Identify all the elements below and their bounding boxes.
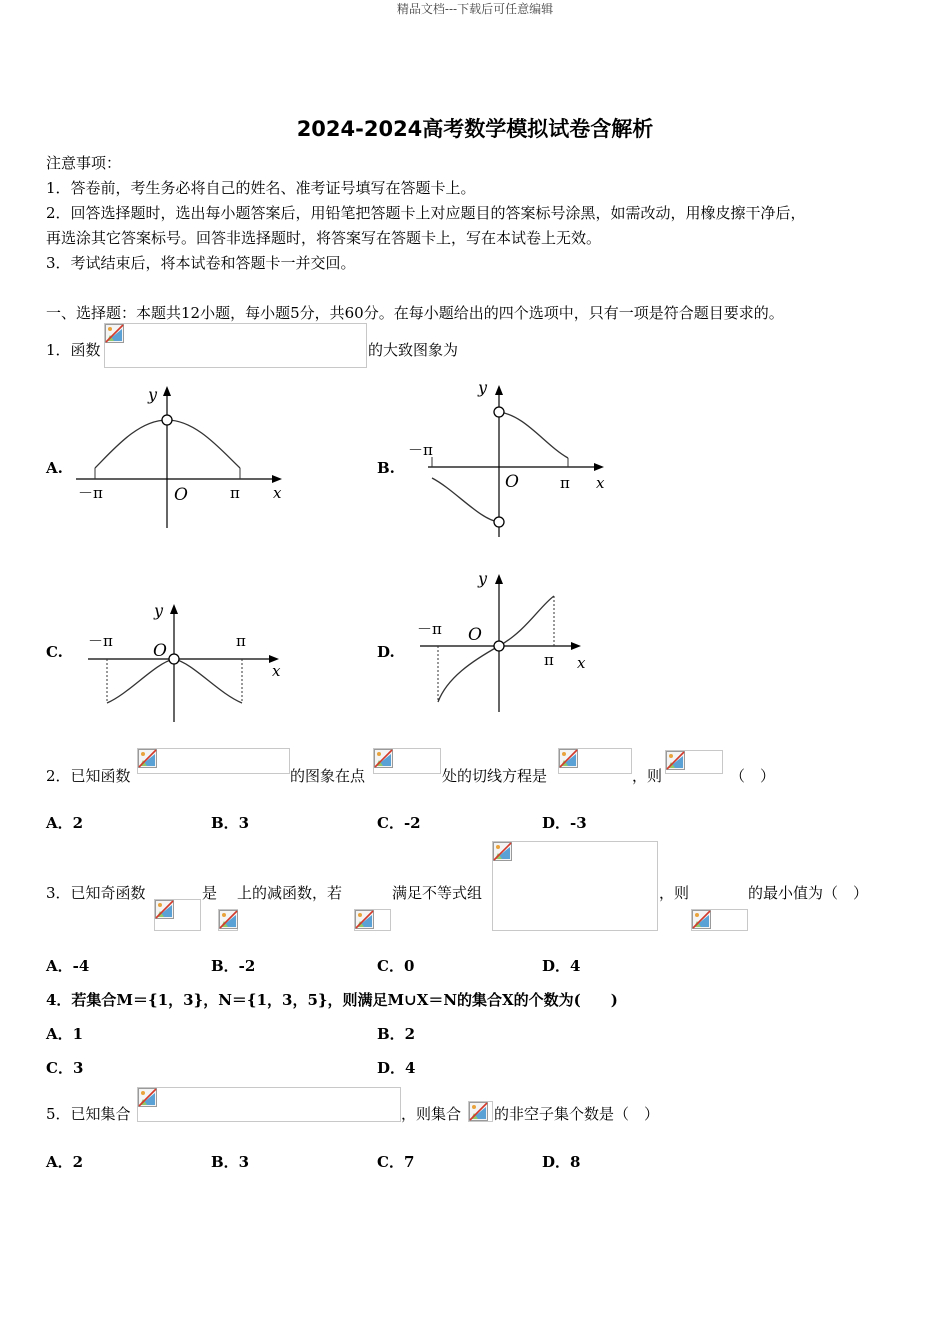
q2-option-c: C．-2 xyxy=(377,814,421,832)
q2-text-3: 处的切线方程是 xyxy=(442,767,548,785)
broken-image-icon xyxy=(469,1102,488,1121)
broken-image-icon xyxy=(138,1088,157,1107)
broken-image-icon xyxy=(355,910,374,929)
graph-a-x-arrow xyxy=(272,475,282,483)
q5-text-1: 5．已知集合 xyxy=(46,1105,131,1123)
graph-a-open-point xyxy=(162,415,172,425)
graph-a xyxy=(68,380,288,532)
q3-formula-image-2 xyxy=(218,909,238,931)
graph-b-curve-left xyxy=(432,478,499,522)
q2-formula-image-2 xyxy=(373,748,441,774)
q3-text-1: 3．已知奇函数 xyxy=(46,884,146,902)
q3-option-b: B．-2 xyxy=(211,957,256,975)
broken-image-icon xyxy=(374,749,393,768)
graph-b-y-arrow xyxy=(495,385,503,395)
q2-text-5: （ ） xyxy=(730,767,776,785)
notes-heading: 注意事项： xyxy=(46,154,122,172)
graph-a-x-label: x xyxy=(273,484,282,502)
q1-prefix: 1．函数 xyxy=(46,341,101,359)
q3-text-5: ，则 xyxy=(659,884,690,902)
q5-option-c: C．7 xyxy=(377,1153,415,1171)
graph-d-x-label: x xyxy=(577,654,586,672)
page-title: 2024-2024高考数学模拟试卷含解析 xyxy=(296,117,654,141)
broken-image-icon xyxy=(559,749,578,768)
graph-d-open-point xyxy=(494,641,504,651)
q5-option-b: B．3 xyxy=(211,1153,250,1171)
q3-formula-image-4 xyxy=(492,841,658,931)
graph-b-curve-right xyxy=(499,412,568,458)
graph-b-origin-label: O xyxy=(505,472,519,492)
broken-image-icon xyxy=(493,842,512,861)
q1-option-a-label: A. xyxy=(46,459,63,477)
broken-image-icon xyxy=(105,324,124,343)
graph-b-x-arrow xyxy=(594,463,604,471)
q2-text-4: ，则 xyxy=(632,767,663,785)
q4-option-a: A．1 xyxy=(46,1025,84,1043)
q4-option-b: B．2 xyxy=(377,1025,416,1043)
q3-text-3: 上的减函数，若 xyxy=(237,884,343,902)
graph-c-open-point xyxy=(169,654,179,664)
q1-option-d-label: D. xyxy=(377,643,395,661)
graph-d-y-label: y xyxy=(478,569,488,588)
note-1: 1．答卷前，考生务必将自己的姓名、准考证号填写在答题卡上。 xyxy=(46,179,476,197)
q3-option-c: C．0 xyxy=(377,957,415,975)
q5-option-a: A．2 xyxy=(46,1153,84,1171)
graph-c-pi-label: π xyxy=(236,632,246,650)
page-header: 精品文档---下载后可任意编辑 xyxy=(396,2,554,16)
q3-text-4: 满足不等式组 xyxy=(392,884,483,902)
broken-image-icon xyxy=(692,910,711,929)
q3-option-d: D．4 xyxy=(542,957,581,975)
note-2b: 再选涂其它答案标号。回答非选择题时，将答案写在答题卡上，写在本试卷上无效。 xyxy=(46,229,602,247)
q1-formula-image xyxy=(104,323,367,368)
graph-d-origin-label: O xyxy=(468,625,482,645)
q5-formula-image-2 xyxy=(468,1101,493,1122)
graph-a-y-arrow xyxy=(163,386,171,396)
graph-c-origin-label: O xyxy=(153,641,167,661)
broken-image-icon xyxy=(138,749,157,768)
graph-b xyxy=(400,375,615,545)
note-3: 3．考试结束后，将本试卷和答题卡一并交回。 xyxy=(46,254,356,272)
q1-option-c-label: C. xyxy=(46,643,63,661)
q1-option-b-label: B. xyxy=(377,459,395,477)
graph-b-x-label: x xyxy=(596,474,605,492)
q2-formula-image-3 xyxy=(558,748,632,774)
q3-option-a: A．-4 xyxy=(46,957,90,975)
q5-text-3: 的非空子集个数是（ ） xyxy=(494,1105,660,1123)
q4-option-c: C．3 xyxy=(46,1059,84,1077)
graph-c-y-label: y xyxy=(154,601,164,620)
q4-text: 4．若集合M＝{1，3}，N＝{1，3，5}，则满足M∪X＝N的集合X的个数为( ) xyxy=(46,991,618,1009)
graph-b-open-point-bottom xyxy=(494,517,504,527)
graph-c-x-label: x xyxy=(272,662,281,680)
graph-d xyxy=(412,566,597,716)
note-2a: 2．回答选择题时，选出每小题答案后，用铅笔把答题卡上对应题目的答案标号涂黑，如需改动，用橡皮擦干净后， xyxy=(46,204,806,222)
q1-suffix: 的大致图象为 xyxy=(368,341,459,359)
graph-b-y-label: y xyxy=(478,378,488,397)
q3-text-6: 的最小值为（ ） xyxy=(748,884,869,902)
section-heading: 一、选择题：本题共12小题，每小题5分，共60分。在每小题给出的四个选项中，只有一项是符合题目要求的。 xyxy=(46,304,784,322)
q5-option-d: D．8 xyxy=(542,1153,581,1171)
graph-c xyxy=(80,598,295,726)
graph-d-neg-pi-label: －π xyxy=(417,620,442,638)
broken-image-icon xyxy=(219,910,238,929)
q2-option-d: D．-3 xyxy=(542,814,587,832)
graph-b-pi-label: π xyxy=(560,474,570,492)
q2-formula-image-1 xyxy=(137,748,290,774)
graph-b-neg-pi-label: －π xyxy=(408,441,433,459)
q3-formula-image-5 xyxy=(691,909,748,931)
graph-d-pi-label: π xyxy=(544,651,554,669)
q2-formula-image-4 xyxy=(665,750,723,774)
graph-d-x-arrow xyxy=(571,642,581,650)
q5-text-2: ，则集合 xyxy=(401,1105,462,1123)
graph-a-neg-pi-label: －π xyxy=(78,484,103,502)
q2-text-2: 的图象在点 xyxy=(290,767,366,785)
q5-formula-image-1 xyxy=(137,1087,401,1122)
q3-formula-image-3 xyxy=(354,909,391,931)
graph-a-y-label: y xyxy=(148,385,158,404)
broken-image-icon xyxy=(666,751,685,770)
q4-option-d: D．4 xyxy=(377,1059,416,1077)
graph-a-pi-label: π xyxy=(230,484,240,502)
graph-a-origin-label: O xyxy=(174,485,188,505)
broken-image-icon xyxy=(155,900,174,919)
graph-b-open-point-top xyxy=(494,407,504,417)
graph-c-neg-pi-label: －π xyxy=(88,632,113,650)
q3-text-2: 是 xyxy=(202,884,218,902)
q2-option-b: B．3 xyxy=(211,814,250,832)
q2-option-a: A．2 xyxy=(46,814,84,832)
q3-formula-image-1 xyxy=(154,899,201,931)
graph-d-y-arrow xyxy=(495,574,503,584)
graph-c-y-arrow xyxy=(170,604,178,614)
q2-text-1: 2．已知函数 xyxy=(46,767,131,785)
